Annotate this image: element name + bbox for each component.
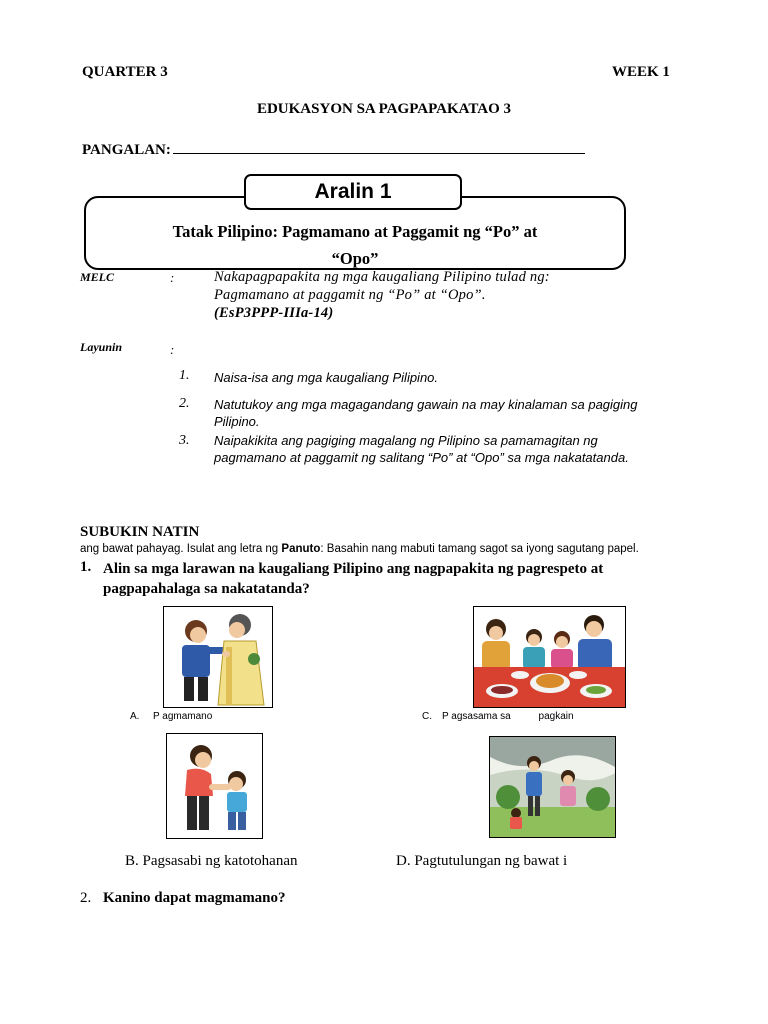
objective-number: 3. — [179, 433, 190, 448]
quarter-label: QUARTER 3 — [82, 64, 168, 80]
melc-label: MELC — [80, 270, 115, 284]
layunin-colon: : — [170, 342, 175, 357]
panuto-post: : Basahin nang mabuti tamang sagot sa iyong sagutang papel. — [320, 543, 639, 555]
picture-pagsasabi-ng-katotohanan[interactable] — [166, 733, 263, 839]
melc-code: (EsP3PPP-IIIa-14) — [214, 305, 334, 321]
picture-pagmamano[interactable] — [163, 606, 273, 708]
choice-c-letter: C. — [422, 711, 432, 722]
family-meal-illustration — [474, 607, 625, 707]
name-label: PANGALAN: — [82, 142, 171, 158]
choice-d-label[interactable]: D. Pagtutulungan ng bawat i — [396, 853, 568, 869]
layunin-label: Layunin — [80, 340, 123, 354]
pagmamano-illustration — [164, 607, 272, 707]
panuto-instructions — [80, 543, 639, 555]
picture-pagtutulungan[interactable] — [489, 736, 616, 838]
melc-text — [214, 268, 614, 322]
melc-colon: : — [170, 270, 175, 285]
choice-a-label[interactable]: P agmamano — [153, 711, 213, 722]
choice-b-label[interactable]: B. Pagsasabi ng katotohanan — [125, 853, 298, 869]
question-text: Kanino dapat magmamano? — [103, 890, 286, 906]
melc-description: Nakapagpapakita ng mga kaugaliang Pilipino tulad ng: Pagmamano at paggamit ng “Po” at “Opo”. — [214, 269, 550, 303]
objective-number: 1. — [179, 368, 190, 383]
objective-text: Naipakikita ang pagiging magalang ng Pilipino sa pamamagitan ng pagmamano at paggamit ng salitang “Po” at “Opo” sa mga nakatatanda. — [214, 433, 629, 465]
name-blank-line[interactable] — [173, 139, 585, 154]
lesson-title-line1: Tatak Pilipino: Pagmamano at Paggamit ng “Po” at — [172, 222, 538, 241]
question-text: Alin sa mga larawan na kaugaliang Pilipino ang nagpapakita ng pagrespeto at pagpapahalaga sa nakatatanda? — [103, 561, 604, 597]
panuto-pre: ang bawat pahayag. Isulat ang letra ng — [80, 543, 282, 555]
aralin-label: Aralin 1 — [314, 180, 392, 203]
choice-c-label[interactable]: P agsasama sa pagkain — [442, 711, 574, 722]
question-number: 2. — [80, 890, 92, 906]
question-number: 1. — [80, 559, 92, 575]
panuto-bold: Panuto — [281, 543, 321, 555]
mother-child-illustration — [167, 734, 262, 838]
choice-a-letter: A. — [130, 711, 140, 722]
objective-number: 2. — [179, 396, 190, 411]
lesson-title — [86, 218, 624, 272]
helping-outdoors-illustration — [490, 737, 615, 837]
objective-text: Naisa-isa ang mga kaugaliang Pilipino. — [214, 370, 439, 385]
picture-pagsasama-sa-pagkain[interactable] — [473, 606, 626, 708]
subject-title: EDUKASYON SA PAGPAPAKATAO 3 — [256, 101, 512, 117]
week-label: WEEK 1 — [612, 64, 670, 80]
objective-text: Natutukoy ang mga magagandang gawain na may kinalaman sa pagiging Pilipino. — [214, 397, 638, 429]
aralin-box — [244, 174, 462, 210]
lesson-title-line2: “Opo” — [331, 249, 379, 268]
name-field-row — [82, 139, 585, 159]
subukin-heading: SUBUKIN NATIN — [80, 524, 200, 540]
